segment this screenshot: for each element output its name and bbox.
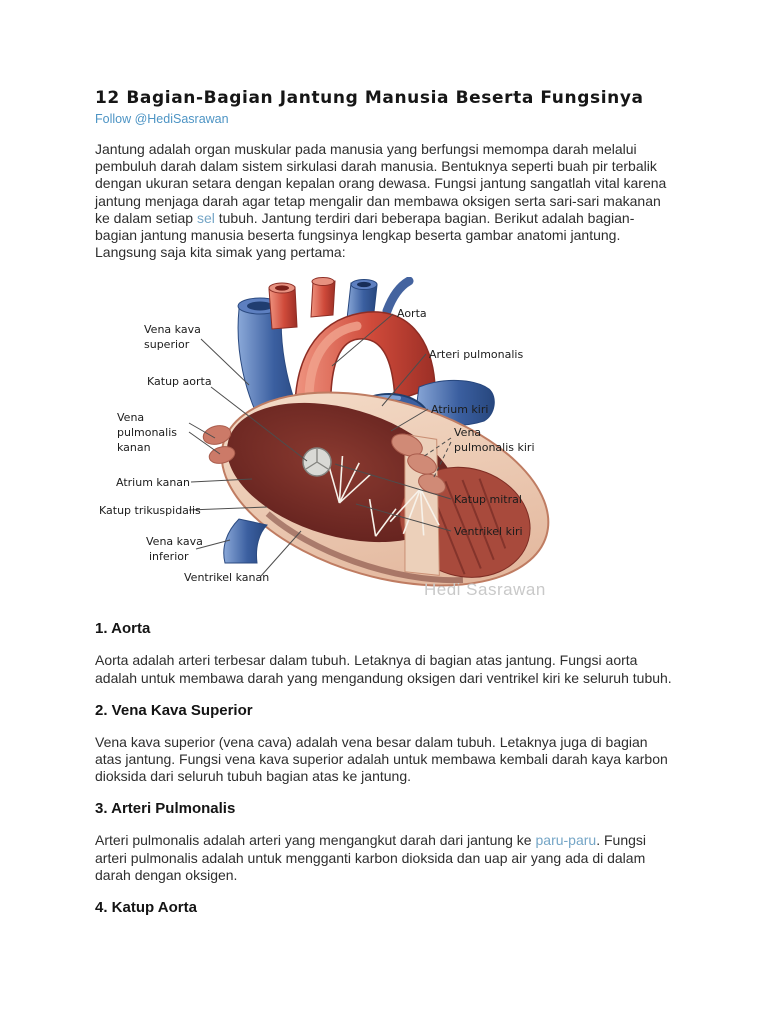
figure-label-vena-pulmonalis-kiri-line1: Vena bbox=[454, 426, 482, 440]
figure-label-vena-pulmonalis-kanan-line1: Vena bbox=[117, 411, 145, 425]
section-body-vena-kava-superior: Vena kava superior (vena cava) adalah vena besar dalam tubuh. Letaknya juga di bagian atas jantung. Fungsi vena kava superior adalah untuk membawa kembali darah kaya karbon dioksida dari seluruh tubuh bagian atas ke jantung. bbox=[95, 733, 668, 785]
page-title: 12 Bagian-Bagian Jantung Manusia Beserta Fungsinya bbox=[95, 88, 644, 108]
section-body-arteri-pulmonalis bbox=[95, 832, 675, 884]
article bbox=[95, 88, 675, 917]
figure-label-vena-pulmonalis-kanan-line3: kanan bbox=[117, 441, 151, 455]
section-heading-vena-kava-superior: 2. Vena Kava Superior bbox=[95, 701, 253, 719]
section-heading-katup-aorta: 4. Katup Aorta bbox=[95, 899, 197, 917]
figure-label-vena-kava-inferior-line1: Vena kava bbox=[146, 535, 203, 549]
intro-paragraph bbox=[95, 141, 675, 261]
figure-label-ventrikel-kanan: Ventrikel kanan bbox=[184, 571, 270, 585]
figure-label-vena-pulmonalis-kanan-line2: pulmonalis bbox=[117, 426, 178, 440]
figure-label-vena-kava-inferior-line2: inferior bbox=[149, 550, 189, 564]
section-heading-arteri-pulmonalis: 3. Arteri Pulmonalis bbox=[95, 800, 236, 818]
section-body-aorta: Aorta adalah arteri terbesar dalam tubuh. Letaknya di bagian atas jantung. Fungsi aorta adalah untuk membawa darah yang mengandung oksigen dari ventrikel kiri ke seluruh tubuh. bbox=[95, 652, 672, 686]
figure-label-vena-kava-superior-line2: superior bbox=[144, 338, 190, 352]
figure-label-ventrikel-kiri: Ventrikel kiri bbox=[454, 525, 523, 539]
heart-anatomy-figure bbox=[95, 277, 675, 609]
section3-text-after: . Fungsi arteri pulmonalis adalah untuk mengganti karbon dioksida dan uap air yang ada di dalam darah dengan oksigen. bbox=[95, 832, 647, 883]
aortic-valve-shape bbox=[303, 448, 331, 476]
figure-label-arteri-pulmonalis: Arteri pulmonalis bbox=[429, 348, 524, 362]
inferior-vena-cava-shape bbox=[224, 519, 267, 563]
figure-label-katup-aorta: Katup aorta bbox=[147, 375, 212, 389]
sel-link[interactable]: sel bbox=[196, 209, 215, 226]
intro-text-before: Jantung adalah organ muskular pada manusia yang berfungsi memompa darah melalui pembuluh darah dalam sistem sirkulasi darah manusia. Bentuknya seperti buah pir terbalik dengan ukuran setara dengan kepalan orang dewasa. Fungsi jantung sangatlah vital karena jantung menjaga darah agar tetap mengalir dan membawa oksigen serta sari-sari makanan ke dalam setiap bbox=[95, 141, 667, 226]
section3-text-before: Arteri pulmonalis adalah arteri yang mengangkut darah dari jantung ke bbox=[95, 832, 536, 849]
figure-label-atrium-kanan: Atrium kanan bbox=[116, 476, 191, 490]
figure-label-aorta: Aorta bbox=[397, 307, 427, 321]
figure-label-katup-trikuspidalis: Katup trikuspidalis bbox=[99, 504, 201, 518]
figure-label-katup-mitral: Katup mitral bbox=[454, 493, 522, 507]
intro-text-after: tubuh. Jantung terdiri dari beberapa bagian. Berikut adalah bagian-bagian jantung manusia beserta fungsinya lengkap beserta gambar anatomi jantung. Langsung saja kita simak yang pertama: bbox=[95, 209, 635, 261]
figure-label-vena-pulmonalis-kiri-line2: pulmonalis kiri bbox=[454, 441, 535, 455]
figure-label-atrium-kiri: Atrium kiri bbox=[431, 403, 489, 417]
follow-link[interactable]: Follow @HediSasrawan bbox=[95, 112, 229, 126]
paru-paru-link[interactable]: paru-paru bbox=[535, 832, 597, 849]
section-heading-aorta: 1. Aorta bbox=[95, 620, 151, 638]
figure-label-vena-kava-superior-line1: Vena kava bbox=[144, 323, 201, 337]
watermark-text: Hedi Sasrawan bbox=[424, 580, 546, 600]
heart-diagram-image bbox=[89, 277, 669, 609]
